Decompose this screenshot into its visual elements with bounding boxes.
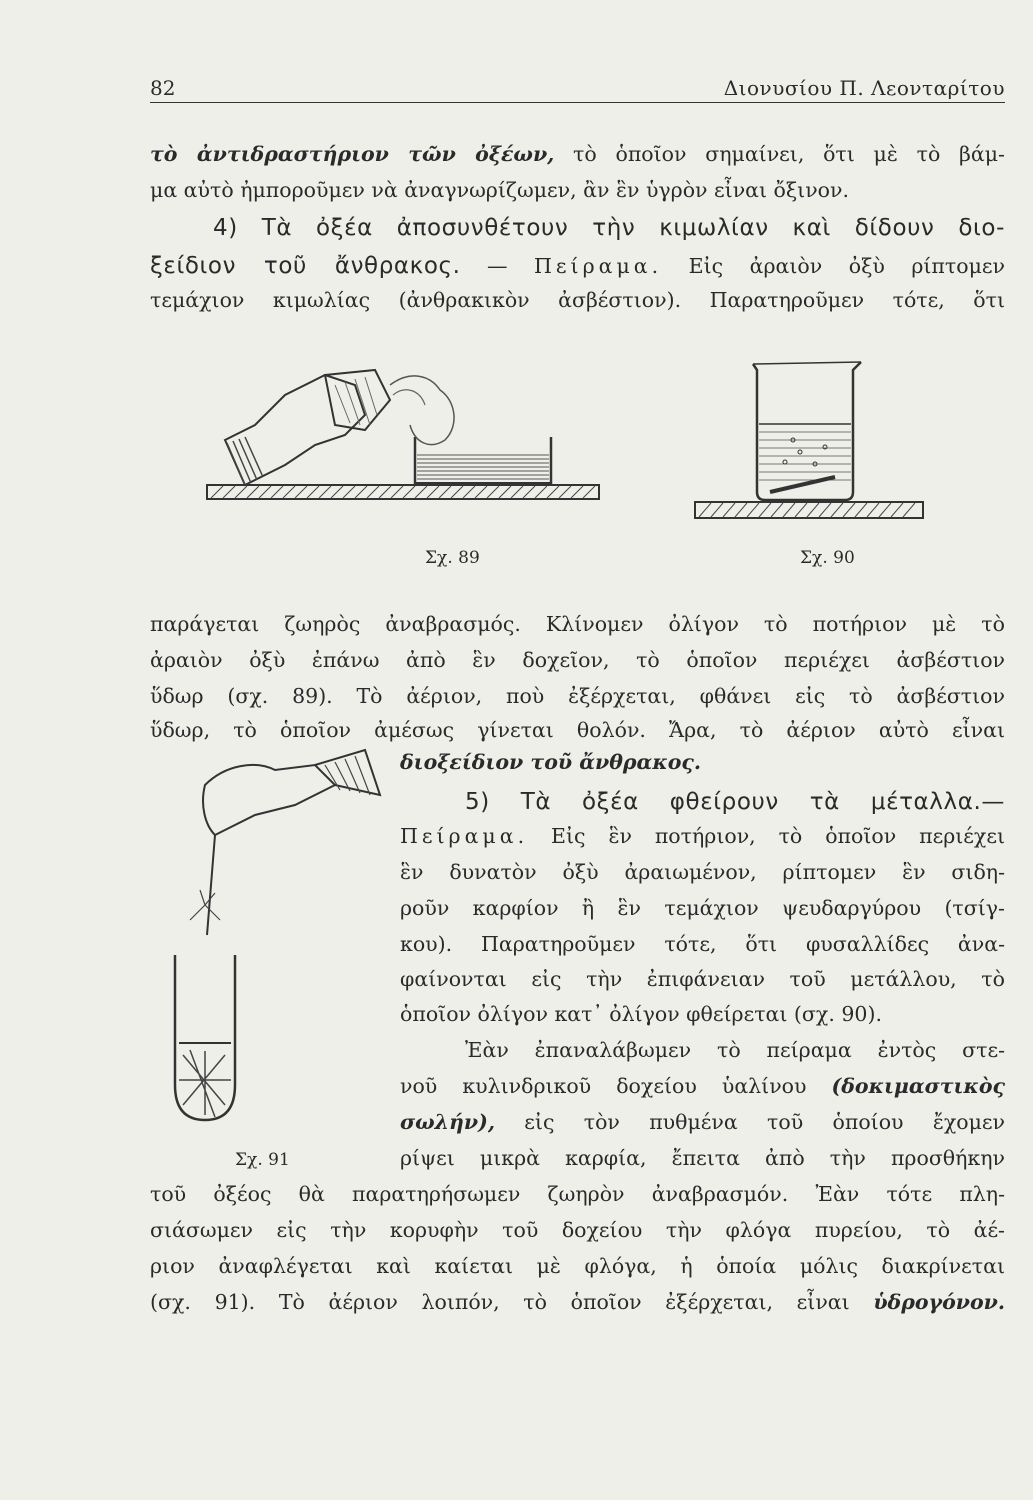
text-line: ὕδωρ (σχ. 89). Τὸ ἀέριον, ποὺ ἐξέρχεται, φθάνει εἰς τὸ ἀσβέστιον (150, 684, 1005, 708)
text-line: Πείραμα. Εἰς ἓν ποτήριον, τὸ ὁποῖον περιέχει (400, 824, 1005, 848)
figure-91-illustration (165, 755, 385, 1135)
text-line: ρίψει μικρὰ καρφία, ἔπειτα ἀπὸ τὴν προσθήκην (400, 1146, 1005, 1170)
running-head: Διονυσίου Π. Λεονταρίτου (723, 76, 1005, 100)
text-line: τὸ ἀντιδραστήριον τῶν ὀξέων, τὸ ὁποῖον σημαίνει, ὅτι μὲ τὸ βάμ- (150, 142, 1005, 166)
text-line: σωλήν), εἰς τὸν πυθμένα τοῦ ὁποίου ἔχομεν (400, 1110, 1005, 1134)
text-line: μα αὐτὸ ἠμποροῦμεν νὰ ἀναγνωρίζωμεν, ἂν ἓν ὑγρὸν εἶναι ὄξινον. (150, 178, 850, 202)
figure-90-caption: Σχ. 90 (800, 548, 855, 568)
figure-91-caption: Σχ. 91 (235, 1150, 290, 1170)
section-heading-4: 4) Τὰ ὀξέα ἀποσυνθέτουν τὴν κιμωλίαν καὶ δίδουν διο- (213, 215, 1005, 241)
text-line: ὕδωρ, τὸ ὁποῖον ἀμέσως γίνεται θολόν. Ἄρα, τὸ ἀέριον αὐτὸ εἶναι (150, 718, 1005, 742)
text-line: ριον ἀναφλέγεται καὶ καίεται μὲ φλόγα, ἡ ὁποία μόλις διακρίνεται (150, 1254, 1005, 1278)
text-line: (σχ. 91). Τὸ ἀέριον λοιπόν, τὸ ὁποῖον ἐξέρχεται, εἶναι ὑδρογόνον. (150, 1290, 1005, 1314)
text-line: νοῦ κυλινδρικοῦ δοχείου ὑαλίνου (δοκιμαστικὸς (400, 1074, 1005, 1098)
text-line: τοῦ ὀξέος θὰ παρατηρήσωμεν ζωηρὸν ἀναβρασμόν. Ἐὰν τότε πλη- (150, 1182, 1005, 1206)
text-line: Ἐὰν ἐπαναλάβωμεν τὸ πείραμα ἐντὸς στε- (465, 1038, 1005, 1062)
page-header (150, 76, 1005, 103)
text-line: ἀραιὸν ὀξὺ ἐπάνω ἀπὸ ἓν δοχεῖον, τὸ ὁποῖον περιέχει ἀσβέστιον (150, 648, 1005, 672)
text-line: τεμάχιον κιμωλίας (ἀνθρακικὸν ἀσβέστιον). Παρατηροῦμεν τότε, ὅτι (150, 288, 1005, 312)
figure-89-illustration (215, 355, 605, 525)
figure-90-illustration (695, 352, 925, 522)
text-line: ἓν δυνατὸν ὀξὺ ἀραιωμένον, ρίπτομεν ἓν σιδη- (400, 860, 1005, 884)
text-line: σιάσωμεν εἰς τὴν κορυφὴν τοῦ δοχείου τὴν φλόγα πυρείου, τὸ ἀέ- (150, 1218, 1005, 1242)
text-line: φαίνονται εἰς τὴν ἐπιφάνειαν τοῦ μετάλλου, τὸ (400, 967, 1005, 991)
figure-89-caption: Σχ. 89 (425, 548, 480, 568)
text-line: παράγεται ζωηρὸς ἀναβρασμός. Κλίνομεν ὀλίγον τὸ ποτήριον μὲ τὸ (150, 612, 1005, 636)
text-line: ξείδιον τοῦ ἄνθρακος. — Πείραμα. Εἰς ἀραιὸν ὀξὺ ρίπτομεν (150, 253, 1005, 279)
section-heading-5: 5) Τὰ ὀξέα φθείρουν τὰ μέταλλα.— (465, 789, 1005, 815)
text-line: κου). Παρατηροῦμεν τότε, ὅτι φυσαλλίδες ἀνα- (400, 932, 1005, 956)
text-line: διοξείδιον τοῦ ἄνθρακος. (400, 750, 701, 774)
page-number: 82 (150, 76, 176, 100)
text-line: ροῦν καρφίον ἢ ἓν τεμάχιον ψευδαργύρου (τσίγ- (400, 896, 1005, 920)
text-line: ὁποῖον ὀλίγον κατ᾿ ὀλίγον φθείρεται (σχ. 90). (400, 1002, 882, 1026)
